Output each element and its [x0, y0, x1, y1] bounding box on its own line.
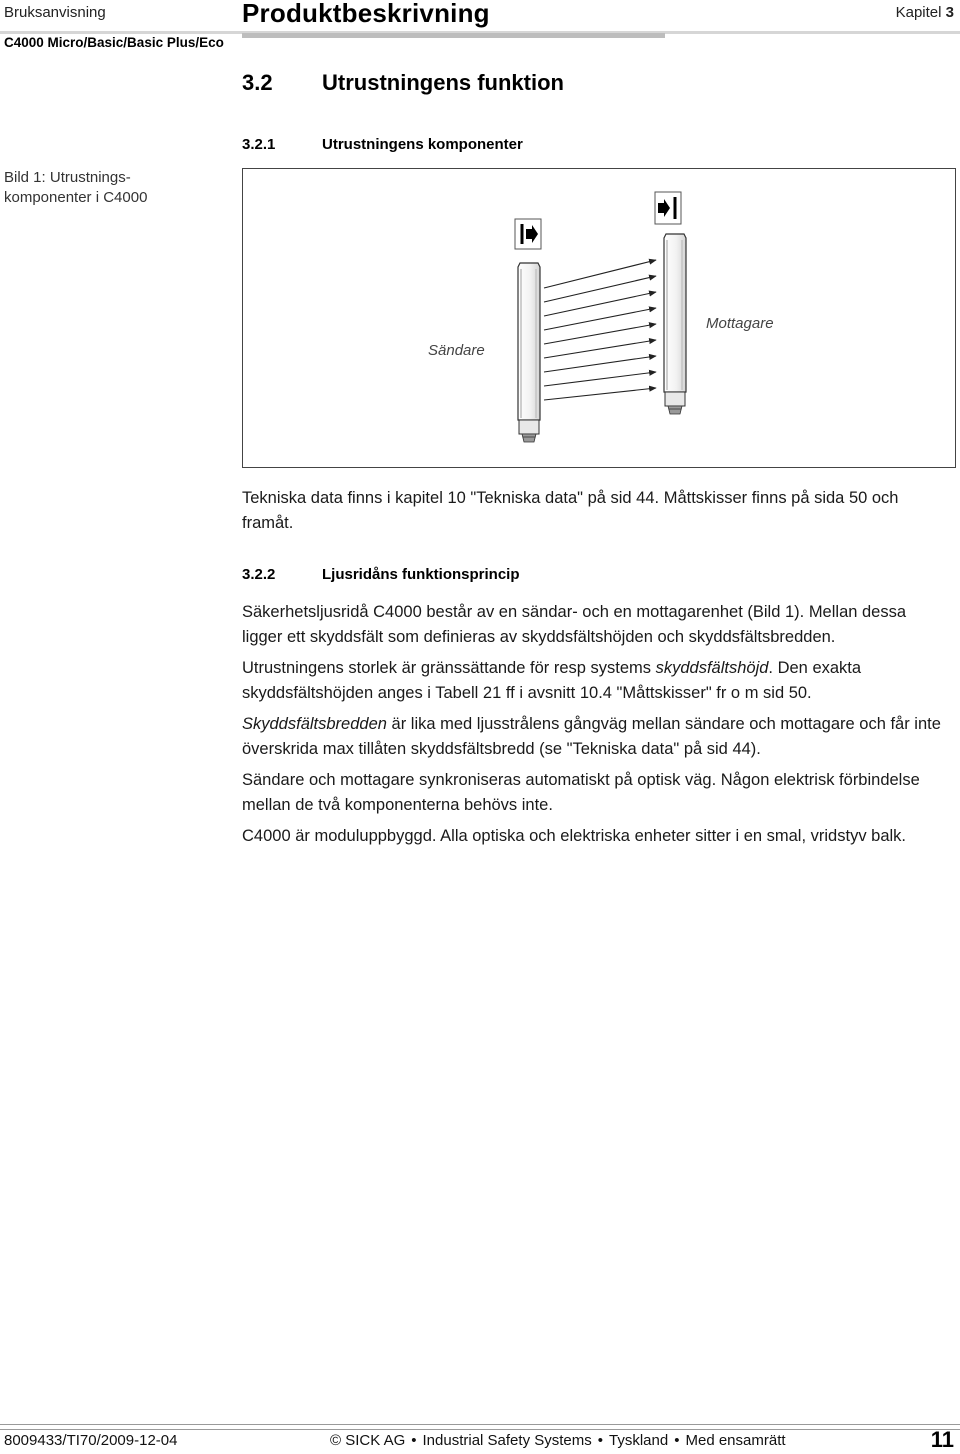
subsection-heading-components	[242, 136, 523, 153]
footer-doc-number: 8009433/TI70/2009-12-04	[4, 1432, 178, 1449]
paragraph-2-text-b: . Den exakta skyddsfältshöjden anges i Tabell 21 ff i avsnitt 10.4 "Måttskisser" fr o m sid 50.	[242, 659, 862, 702]
footer-country: Tyskland	[609, 1432, 669, 1449]
footer-separator: •	[674, 1432, 680, 1449]
receiver-column	[664, 234, 686, 414]
footer-rule-top	[0, 1424, 960, 1425]
paragraph-2-emphasis: skyddsfältshöjd	[655, 659, 769, 677]
footer-separator: •	[411, 1432, 417, 1449]
figure-caption-line2: komponenter i C4000	[4, 189, 148, 206]
subsection-title: Ljusridåns funktionsprincip	[322, 566, 520, 583]
figure-caption-line1: Bild 1: Utrustnings-	[4, 169, 131, 186]
subsection-heading-principle	[242, 566, 520, 583]
footer-separator: •	[597, 1432, 604, 1449]
header-chapter-label: Kapitel	[895, 4, 942, 21]
section-title: Utrustningens funktion	[322, 70, 564, 95]
subsection-title: Utrustningens komponenter	[322, 136, 523, 153]
paragraph-3-emphasis: Skyddsfältsbredden	[242, 715, 387, 733]
section-number: 3.2	[242, 70, 273, 95]
header-doc-type: Bruksanvisning	[4, 4, 106, 21]
sender-arrow-icon	[515, 219, 541, 249]
header-chapter	[896, 4, 954, 21]
footer-rights: Med ensamrätt	[685, 1432, 786, 1449]
receiver-arrow-icon	[655, 192, 681, 224]
footer-page-number: 11	[930, 1427, 954, 1452]
light-beams	[544, 260, 656, 400]
label-receiver: Mottagare	[706, 315, 774, 332]
header-title-underline	[242, 33, 665, 38]
paragraph-3-text: är lika med ljusstrålens gångväg mellan sändare och mottagare och får inte överskrida max tillåten skyddsfältsbredd (se "Tekniska data" på sid 44).	[242, 715, 941, 758]
light-curtain-illustration	[242, 168, 956, 468]
subsection-number: 3.2.1	[242, 136, 276, 153]
footer-rule-bottom	[0, 1429, 960, 1430]
sender-column	[518, 263, 540, 442]
section-heading	[242, 70, 564, 96]
subsection-number: 3.2.2	[242, 566, 276, 583]
figure-caption	[4, 168, 204, 208]
paragraph-2-text-a: Utrustningens storlek är gränssättande för resp systems	[242, 659, 656, 677]
header-title: Produktbeskrivning	[242, 0, 490, 28]
footer-copyright: © SICK AG	[330, 1432, 406, 1449]
paragraph-4: Sändare och mottagare synkroniseras automatiskt på optisk väg. Någon elektrisk förbindelse mellan de två komponenterna behövs inte.	[242, 771, 920, 814]
paragraph-5: C4000 är moduluppbyggd. Alla optiska och elektriska enheter sitter i en smal, vridstyv balk.	[242, 827, 907, 845]
paragraph-2	[242, 656, 947, 706]
header-chapter-number: 3	[945, 4, 954, 21]
paragraph-3	[242, 712, 947, 762]
paragraph-1: Säkerhetsljusridå C4000 består av en sändar- och en mottagarenhet (Bild 1). Mellan dessa ligger ett skyddsfält som definieras av skyddsfältshöjden och skyddsfältsbredden.	[242, 603, 907, 646]
footer-division: Industrial Safety Systems	[422, 1432, 592, 1449]
label-sender: Sändare	[428, 342, 485, 359]
footer-company	[330, 1432, 786, 1449]
figure-note: Tekniska data finns i kapitel 10 "Tekniska data" på sid 44. Måttskisser finns på sida 50 och framåt.	[242, 489, 899, 532]
header-product: C4000 Micro/Basic/Basic Plus/Eco	[4, 35, 224, 50]
